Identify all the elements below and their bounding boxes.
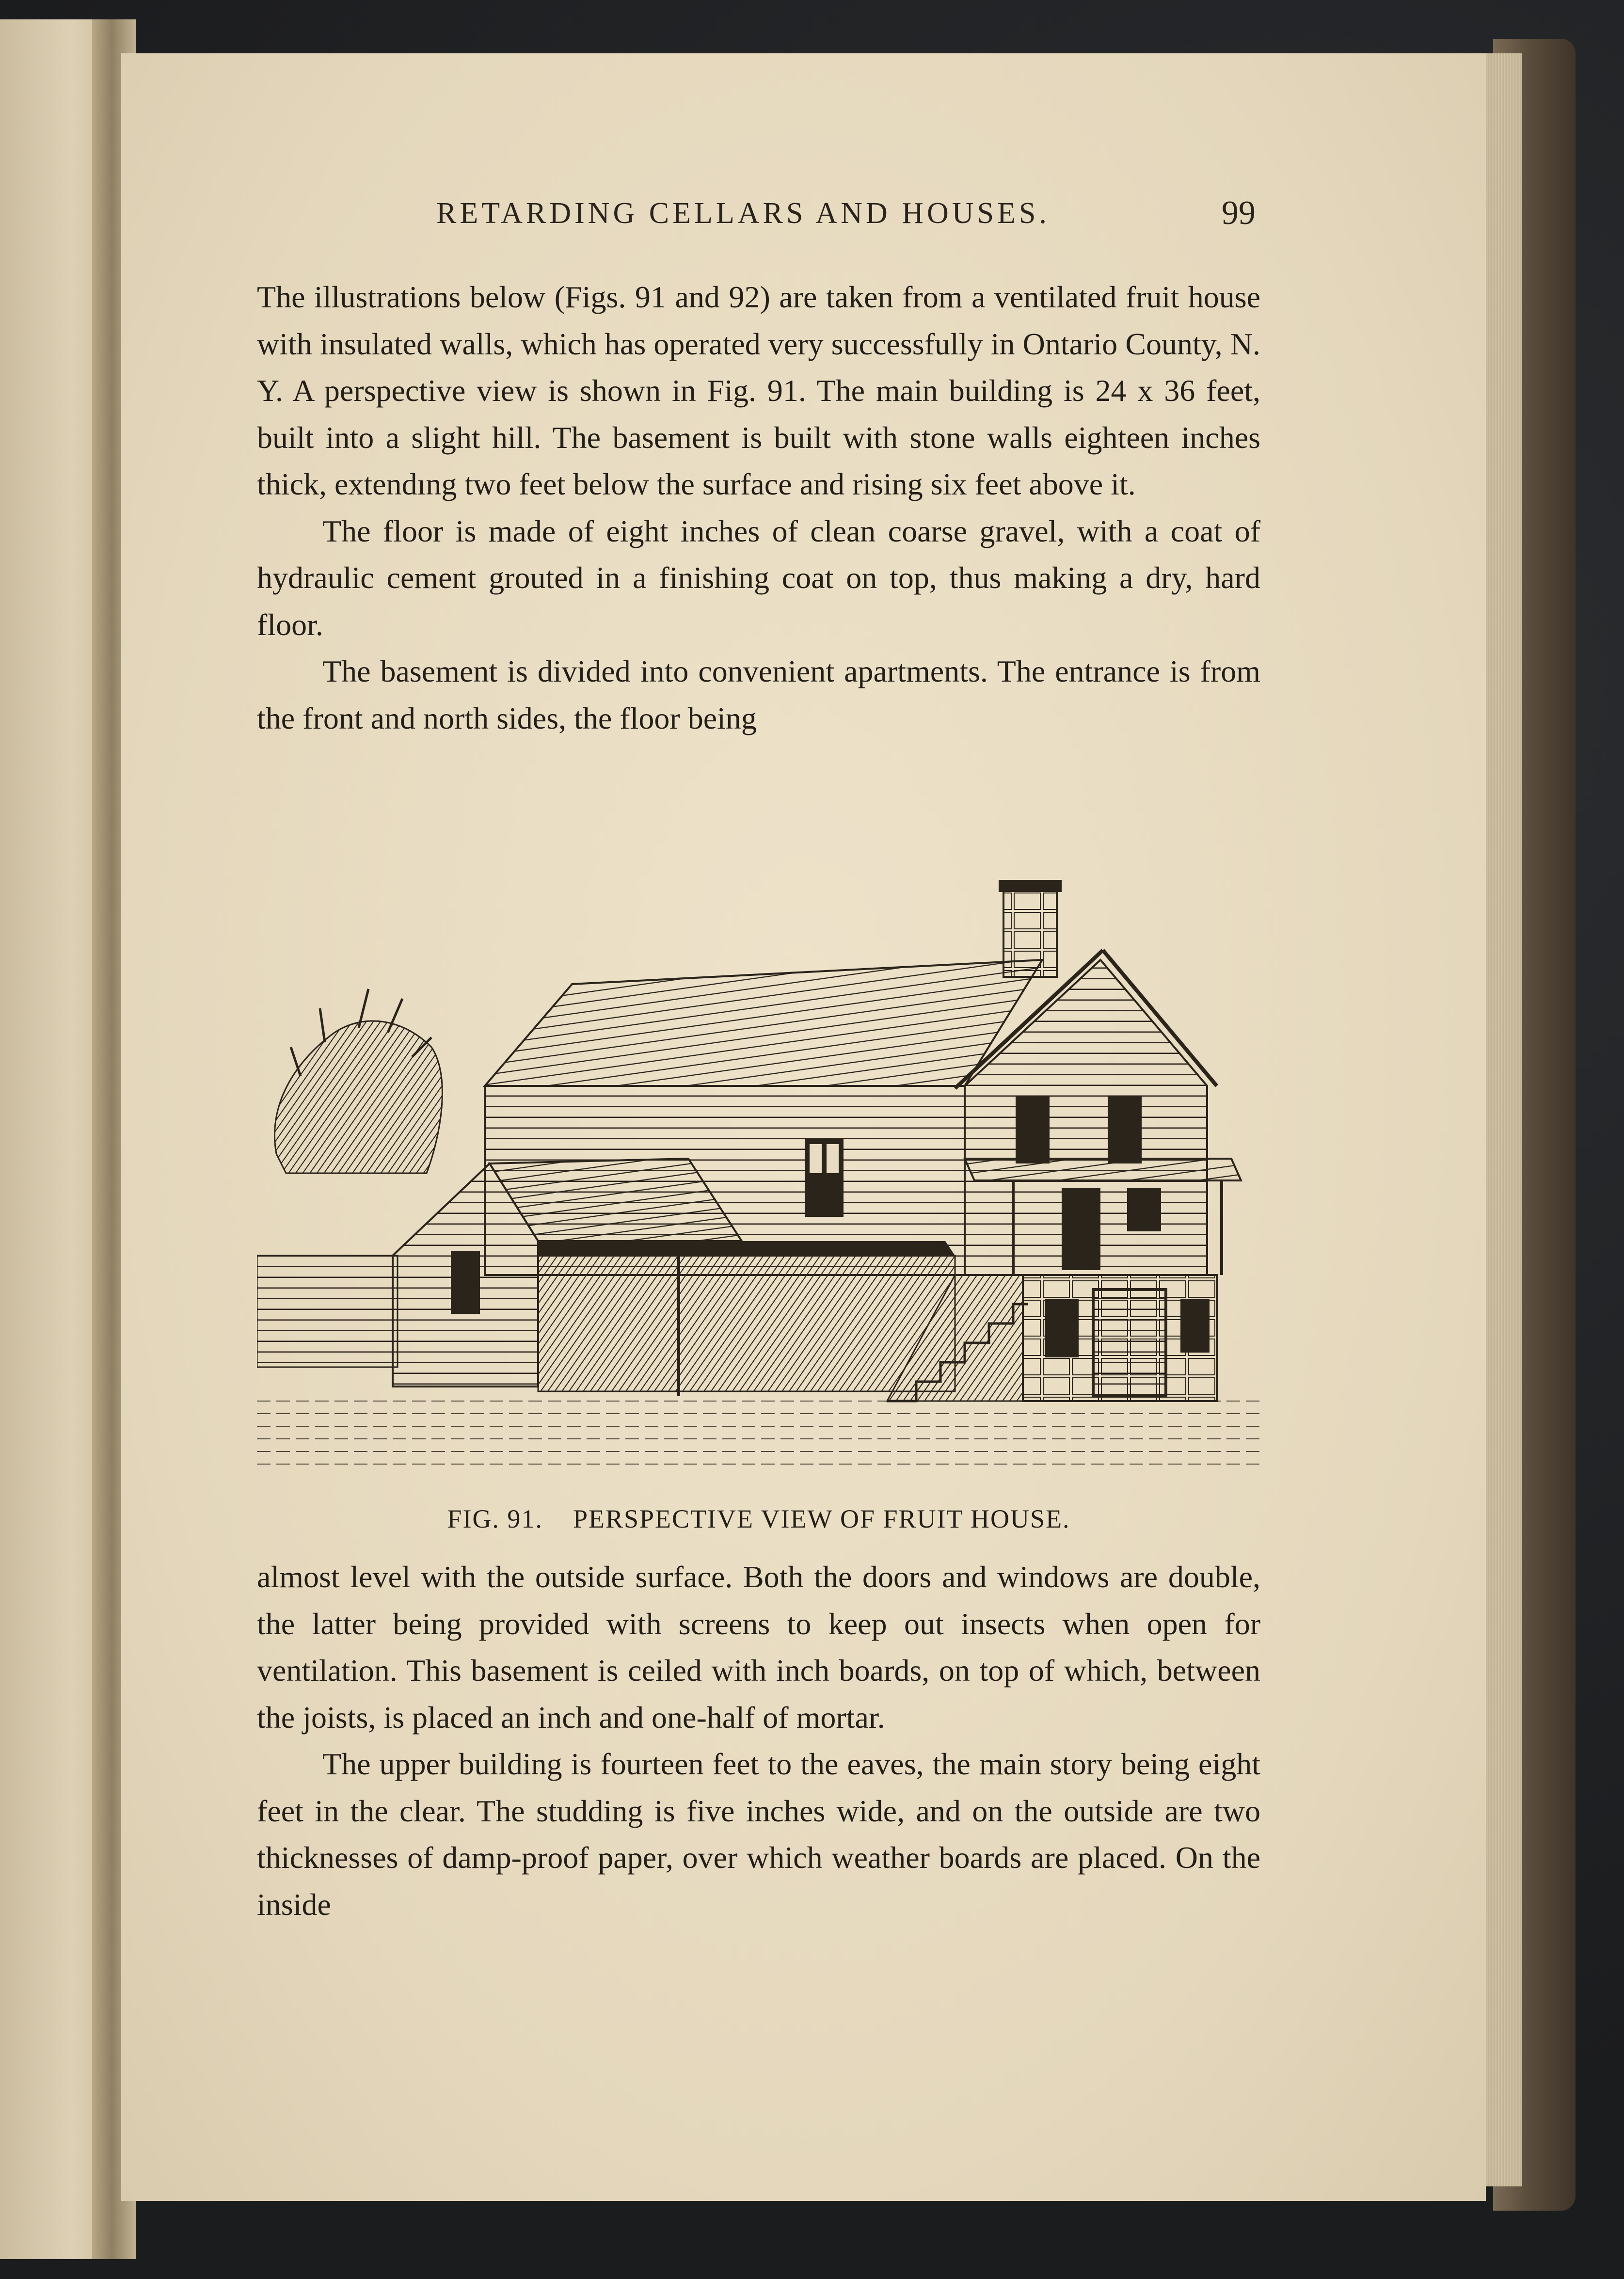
figure-caption-text: PERSPECTIVE VIEW OF FRUIT HOUSE. (573, 1504, 1070, 1533)
figure-caption (257, 1504, 1260, 1534)
page-number: 99 (1222, 194, 1256, 232)
basement-wall (1023, 1275, 1217, 1401)
paragraph: The illustrations below (Figs. 91 and 92) are taken from a ventilated fruit house with insulated walls, which has operated very successfully in Ontario County, N. Y. A perspective view is shown in Fig. 91. The main building is 24 x 36 feet, built into a slight hill. The basement is built with stone walls eighteen inches thick, extendıng two feet below the surface and rising six feet above it. (257, 280, 1260, 501)
figure-caption-label: FIG. 91. (447, 1504, 543, 1533)
tree (275, 989, 443, 1173)
fruit-house-illustration (257, 873, 1265, 1469)
paragraph: almost level with the outside surface. Both the doors and windows are double, the latter being provided with screens to keep out insects when open for ventilation. This basement is ceiled with inch boards, on top of which, between the joists, is placed an inch and one-half of mortar. (257, 1560, 1260, 1735)
paragraph: The upper building is fourteen feet to the eaves, the main story being eight feet in the clear. The studding is five inches wide, and on the outside are two thicknesses of damp-proof paper, over which weather boards are placed. On the inside (257, 1747, 1260, 1922)
running-head: RETARDING CELLARS AND HOUSES. (436, 197, 1050, 230)
text-lower (257, 1554, 1260, 1928)
paragraph: The floor is made of eight inches of clean coarse gravel, with a coat of hydraulic cement grouted in a finishing coat on top, thus making a dry, hard floor. (257, 513, 1260, 642)
text-upper (257, 274, 1260, 742)
paragraph: The basement is divided into convenient apartments. The entrance is from the front and north sides, the floor being (257, 654, 1260, 735)
